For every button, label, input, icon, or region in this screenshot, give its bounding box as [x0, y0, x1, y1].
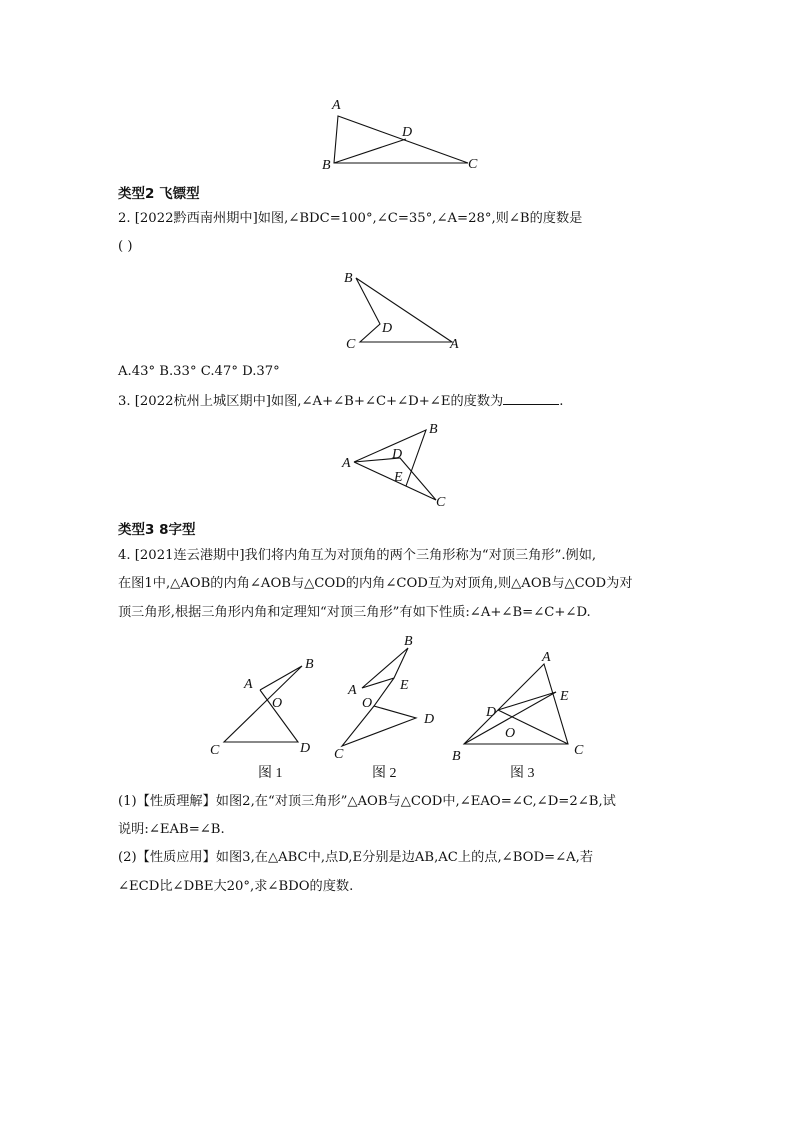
label-c: C: [210, 743, 220, 758]
question-4-line3: 顶三角形,根据三角形内角和定理知“对顶三角形”有如下性质:∠A+∠B=∠C+∠D.: [118, 605, 591, 620]
question-2-answer-paren: ( ): [118, 239, 133, 254]
dart-shape: [356, 278, 452, 342]
label-d: D: [382, 321, 393, 336]
caption-figure-1: 图 1: [258, 766, 283, 781]
label-b: B: [344, 271, 353, 286]
label-a: A: [542, 650, 551, 665]
label-a: A: [342, 456, 351, 471]
figure-top-triangle: [318, 92, 488, 174]
label-c: C: [468, 157, 478, 172]
question-3-stem: 3. [2022杭州上城区期中]如图,∠A+∠B+∠C+∠D+∠E的度数为: [118, 394, 504, 409]
figure-2: [330, 634, 450, 782]
label-c: C: [334, 747, 344, 762]
segment-bd: [334, 139, 406, 163]
label-d: D: [402, 125, 413, 140]
label-a: A: [332, 98, 341, 113]
label-d: D: [392, 447, 403, 462]
label-a: A: [244, 677, 253, 692]
question-4-part2-line1: (2)【性质应用】如图3,在△ABC中,点D,E分别是边AB,AC上的点,∠BOD=∠A,若: [118, 850, 594, 865]
label-b: B: [429, 422, 438, 437]
label-o: O: [505, 726, 516, 741]
label-a: A: [348, 683, 357, 698]
polyline-a-b-e: [354, 430, 426, 486]
label-b: B: [322, 158, 331, 173]
label-a: A: [450, 337, 459, 352]
label-d: D: [486, 705, 497, 720]
question-4-part1-line1: (1)【性质理解】如图2,在“对顶三角形”△AOB与△COD中,∠EAO=∠C,∠D=2∠B,试: [118, 794, 616, 809]
label-e: E: [394, 470, 403, 485]
question-3-line: [118, 392, 563, 410]
label-b: B: [305, 657, 314, 672]
section-heading-type3: 类型3 8字型: [118, 522, 196, 538]
question-4-line1: 4. [2021连云港期中]我们将内角互为对顶角的两个三角形称为“对顶三角形”.例如,: [118, 548, 597, 563]
label-d: D: [424, 712, 435, 727]
question-3-end: .: [559, 394, 564, 409]
label-d: D: [300, 741, 311, 756]
label-c: C: [346, 337, 356, 352]
question-4-part1-line2: 说明:∠EAB=∠B.: [118, 822, 225, 837]
figure-q2-dart: [338, 266, 468, 352]
label-e: E: [560, 689, 569, 704]
caption-figure-2: 图 2: [372, 766, 397, 781]
label-o: O: [362, 696, 373, 711]
figure-1-shape: [224, 666, 302, 742]
answer-blank: [503, 392, 559, 405]
caption-figure-3: 图 3: [510, 766, 535, 781]
label-c: C: [436, 495, 446, 510]
label-b: B: [452, 749, 461, 764]
label-c: C: [574, 743, 584, 758]
label-o: O: [272, 696, 283, 711]
question-2-options: A.43° B.33° C.47° D.37°: [118, 364, 280, 379]
label-e: E: [400, 678, 409, 693]
question-4-line2: 在图1中,△AOB的内角∠AOB与△COD的内角∠COD互为对顶角,则△AOB与△COD为对: [118, 576, 633, 591]
figure-q3-star: [338, 418, 456, 508]
question-4-part2-line2: ∠ECD比∠DBE大20°,求∠BDO的度数.: [118, 879, 354, 894]
question-2-stem: 2. [2022黔西南州期中]如图,∠BDC=100°,∠C=35°,∠A=28°,则∠B的度数是: [118, 211, 583, 226]
label-b: B: [404, 634, 413, 649]
section-heading-type2: 类型2 飞镖型: [118, 186, 200, 202]
figure-1: [200, 650, 330, 782]
figure-3: [448, 648, 594, 782]
